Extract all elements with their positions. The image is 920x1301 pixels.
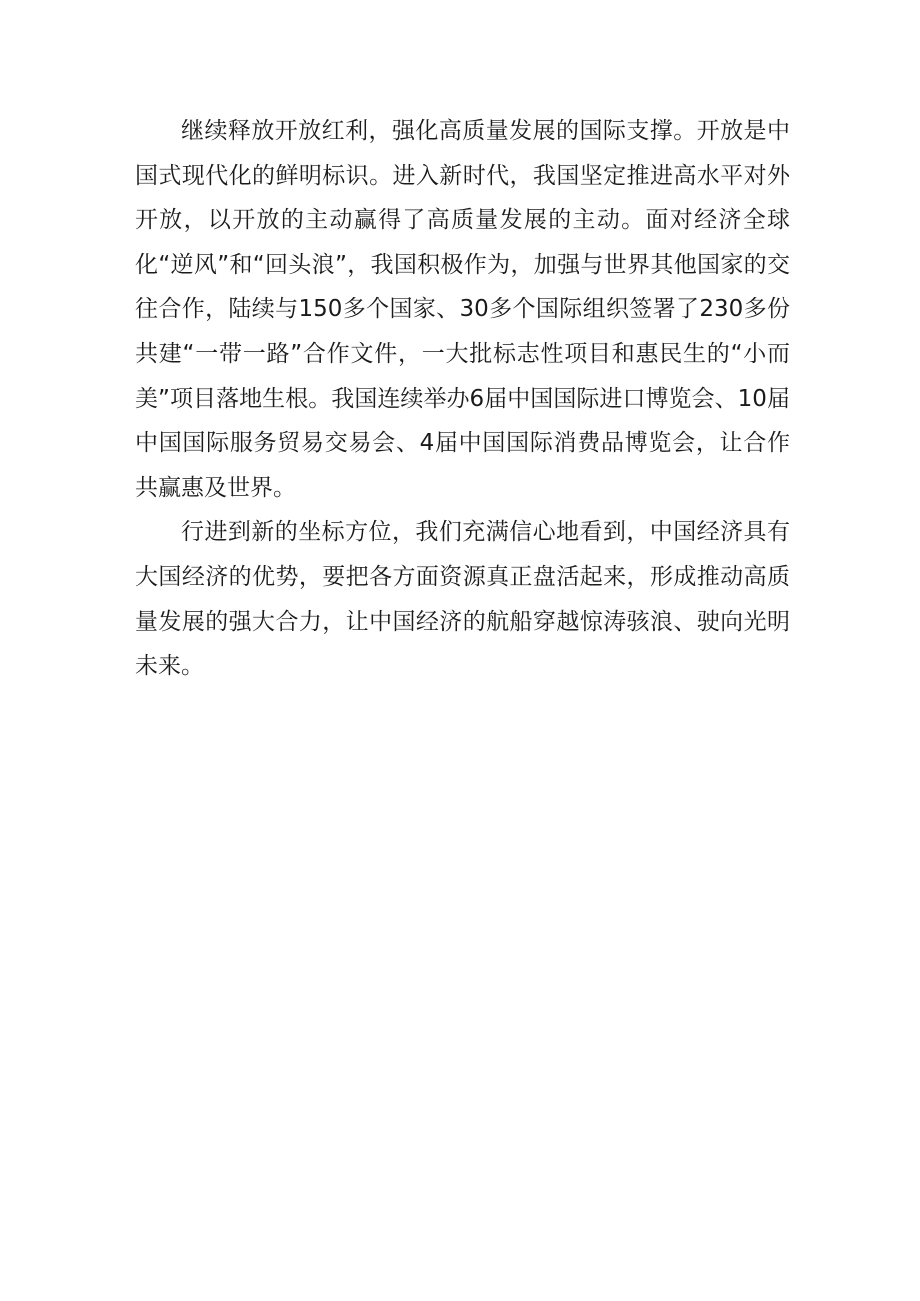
paragraph-open-policy: 继续释放开放红利，强化高质量发展的国际支撑。开放是中国式现代化的鲜明标识。进入新时代，我国坚定推进高水平对外开放，以开放的主动赢得了高质量发展的主动。面对经济全球化“逆风”和“回头浪”，我国积极作为，加强与世界其他国家的交往合作，陆续与150多个国家、30多个国际组织签署了230多份共建“一带一路”合作文件，一大批标志性项目和惠民生的“小而美”项目落地生根。我国连续举办6届中国国际进口博览会、10届中国国际服务贸易交易会、4届中国国际消费品博览会，让合作共赢惠及世界。 [135, 118, 790, 501]
document-body [135, 109, 790, 689]
paragraph-conclusion: 行进到新的坐标方位，我们充满信心地看到，中国经济具有大国经济的优势，要把各方面资源真正盘活起来，形成推动高质量发展的强大合力，让中国经济的航船穿越惊涛骇浪、驶向光明未来。 [135, 519, 790, 680]
